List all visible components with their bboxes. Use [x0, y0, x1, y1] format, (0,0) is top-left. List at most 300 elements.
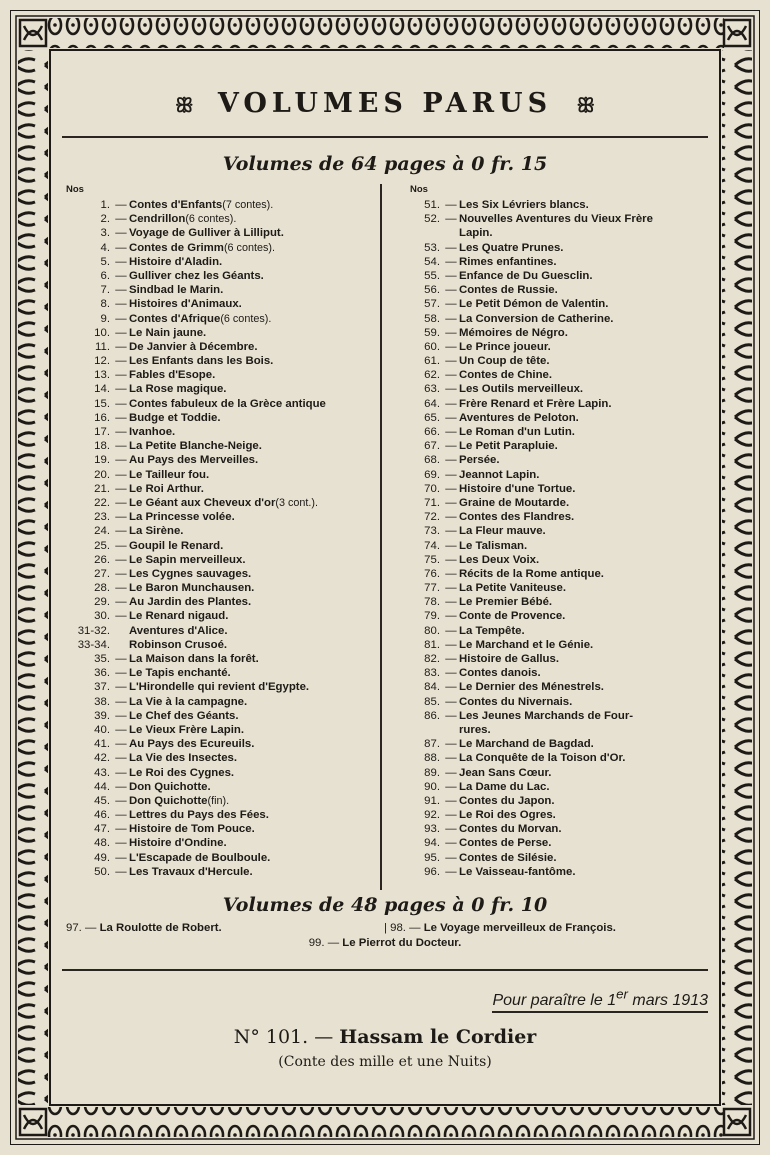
list-item: 47. — Histoire de Tom Pouce. — [62, 822, 378, 836]
volume-number: 45. — [94, 794, 110, 807]
volume-number: 98. — [390, 922, 406, 934]
volume-title: La Fleur mauve. — [459, 525, 546, 538]
volume-number: 48. — [94, 837, 110, 850]
list-item: 14. — La Rose magique. — [62, 382, 378, 396]
volume-number: 42. — [94, 752, 110, 765]
volume-title: La Dame du Lac. — [459, 780, 550, 793]
volume-title: Le Roi des Ogres. — [459, 809, 556, 822]
list-item: 49. — L'Escapade de Boulboule. — [62, 851, 378, 865]
volume-number: 90. — [424, 780, 440, 793]
volume-number: 55. — [424, 269, 440, 282]
volume-title: Les Quatre Prunes. — [459, 241, 564, 254]
volume-title: Goupil le Renard. — [129, 539, 224, 552]
list-item: 41. — Au Pays des Ecureuils. — [62, 737, 378, 751]
list-item: 77. — La Petite Vaniteuse. — [392, 581, 708, 595]
list-item: 2. — Cendrillon (6 contes). — [62, 212, 378, 226]
list-item: 81. — Le Marchand et le Génie. — [392, 638, 708, 652]
list-item: 87. — Le Marchand de Bagdad. — [392, 737, 708, 751]
list-item: 57. — Le Petit Démon de Valentin. — [392, 297, 708, 311]
list-item: 50. — Les Travaux d'Hercule. — [62, 865, 378, 879]
volume-title: Budge et Toddie. — [129, 411, 221, 424]
volume-title: Les Six Lévriers blancs. — [459, 199, 589, 211]
list-item: 75. — Les Deux Voix. — [392, 553, 708, 567]
list-item: 62. — Contes de Chine. — [392, 368, 708, 382]
volume-number: 30. — [94, 610, 110, 623]
volume-number: 59. — [424, 326, 440, 339]
announcement-date: mars 1913 — [628, 992, 708, 1013]
volume-title: Les Travaux d'Hercule. — [129, 865, 253, 878]
list-item: 15. — Contes fabuleux de la Grèce antique — [62, 397, 378, 411]
volume-title: Le Roi Arthur. — [129, 482, 204, 495]
volume-title: Aventures d'Alice. — [129, 624, 228, 637]
volume-number: 29. — [94, 596, 110, 609]
volume-title: L'Escapade de Boulboule. — [129, 851, 271, 864]
list-item: 79. — Conte de Provence. — [392, 609, 708, 623]
volume-title: Contes de Grimm — [129, 241, 224, 254]
volume-number: 94. — [424, 837, 440, 850]
list-item: 25. — Goupil le Renard. — [62, 539, 378, 553]
volume-title: Un Coup de tête. — [459, 355, 550, 368]
list-item: 90. — La Dame du Lac. — [392, 780, 708, 794]
volume-title: Fables d'Esope. — [129, 369, 216, 382]
list-item: 18. — La Petite Blanche-Neige. — [62, 439, 378, 453]
volume-number: 81. — [424, 638, 440, 651]
volume-title: Jeannot Lapin. — [459, 468, 540, 481]
volume-title: Le Pierrot du Docteur. — [342, 937, 462, 949]
list-item: 59. — Mémoires de Négro. — [392, 326, 708, 340]
volume-list — [62, 182, 708, 879]
list-item: 36. — Le Tapis enchanté. — [62, 666, 378, 680]
volume-number: 4. — [100, 241, 110, 254]
volume-title: La Vie des Insectes. — [129, 752, 238, 765]
list-item: 23. — La Princesse volée. — [62, 510, 378, 524]
volume-title: L'Hirondelle qui revient d'Egypte. — [129, 681, 310, 694]
volume-number: 61. — [424, 355, 440, 368]
volume-number: 26. — [94, 553, 110, 566]
list-item: 83. — Contes danois. — [392, 666, 708, 680]
volume-note: (3 cont.). — [275, 496, 319, 509]
volume-title: Enfance de Du Guesclin. — [459, 269, 593, 282]
volume-title: Le Talisman. — [459, 539, 528, 552]
volume-title: Jean Sans Cœur. — [459, 766, 552, 779]
divider-rule — [62, 969, 708, 971]
volume-title: La Petite Blanche-Neige. — [129, 440, 262, 453]
ornament-right-icon: ꕥ — [576, 93, 596, 117]
list-item: 76. — Récits de la Rome antique. — [392, 567, 708, 581]
volume-title: La Conquête de la Toison d'Or. — [459, 752, 626, 765]
list-item: 73. — La Fleur mauve. — [392, 524, 708, 538]
volume-number: 93. — [424, 823, 440, 836]
volume-title: Le Renard nigaud. — [129, 610, 229, 623]
volume-title: Sindbad le Marin. — [129, 284, 224, 297]
volume-title: Le Prince joueur. — [459, 340, 551, 353]
announcement-text: Pour paraître le 1 — [492, 992, 616, 1013]
list-item: 45. — Don Quichotte (fin). — [62, 794, 378, 808]
list-item: 56. — Contes de Russie. — [392, 283, 708, 297]
volume-number: 17. — [94, 426, 110, 438]
list-item: 96. — Le Vaisseau-fantôme. — [392, 865, 708, 879]
volume-title: Don Quichotte — [129, 794, 208, 807]
volume-title: Aventures de Peloton. — [459, 411, 579, 424]
volume-number: 57. — [424, 298, 440, 311]
list-item: 85. — Contes du Nivernais. — [392, 695, 708, 709]
volume-number: 53. — [424, 241, 440, 254]
list-item — [62, 638, 378, 652]
volume-number: 46. — [94, 809, 110, 822]
volume-number: 79. — [424, 610, 440, 623]
volume-title: Conte de Provence. — [459, 610, 566, 623]
volume-number: 77. — [424, 582, 440, 595]
volume-title: Histoires d'Animaux. — [129, 298, 242, 311]
volume-title: Le Roman d'un Lutin. — [459, 426, 575, 438]
volume-number: 39. — [94, 709, 110, 722]
list-item: 1. — Contes d'Enfants (7 contes). — [62, 198, 378, 212]
volume-title: Nouvelles Aventures du Vieux Frère — [459, 213, 653, 226]
volume-number: 24. — [94, 525, 110, 538]
next-volume: N° 101. — Hassam le Cordier — [233, 1026, 537, 1048]
numbers-label: Nos — [410, 184, 428, 195]
volume-title: Récits de la Rome antique. — [459, 567, 604, 580]
volume-title: Voyage de Gulliver à Lilliput. — [129, 227, 284, 240]
volume-title: Ivanhoe. — [129, 426, 176, 438]
list-item: 70. — Histoire d'une Tortue. — [392, 482, 708, 496]
volume-number: 50. — [94, 865, 110, 878]
volume-title: Le Vieux Frère Lapin. — [129, 723, 245, 736]
volume-title: Contes d'Afrique — [129, 312, 221, 325]
volume-number: 11. — [95, 340, 110, 353]
list-item: 46. — Lettres du Pays des Fées. — [62, 808, 378, 822]
volume-number: 89. — [424, 766, 440, 779]
volume-title: Lapin. — [459, 227, 493, 240]
volume-number: 33-34. — [77, 638, 110, 651]
announcement — [62, 983, 708, 1010]
volume-number: 44. — [94, 780, 110, 793]
volume-title: Le Marchand de Bagdad. — [459, 738, 594, 751]
volume-number: 92. — [424, 809, 440, 822]
volume-number: 73. — [424, 525, 440, 538]
volume-number: 60. — [424, 340, 440, 353]
list-item: 69. — Jeannot Lapin. — [392, 468, 708, 482]
list-item: 72. — Contes des Flandres. — [392, 510, 708, 524]
list-item: 64. — Frère Renard et Frère Lapin. — [392, 397, 708, 411]
volume-column-left — [62, 182, 378, 879]
list-item: 53. — Les Quatre Prunes. — [392, 241, 708, 255]
volume-title: Les Deux Voix. — [459, 553, 540, 566]
volume-number: 64. — [424, 397, 440, 410]
list-item: 65. — Aventures de Peloton. — [392, 411, 708, 425]
volume-title: Le Dernier des Ménestrels. — [459, 681, 604, 694]
list-item: 39. — Le Chef des Géants. — [62, 709, 378, 723]
list-item: 35. — La Maison dans la forêt. — [62, 652, 378, 666]
list-item: 99. — Le Pierrot du Docteur. — [308, 937, 462, 949]
list-item: 22. — Le Géant aux Cheveux d'or (3 cont.). — [62, 496, 378, 510]
volume-title: La Princesse volée. — [129, 511, 235, 524]
volume-note: (6 contes). — [185, 213, 237, 226]
volume-number: 52. — [424, 213, 440, 226]
divider-rule — [62, 136, 708, 138]
volume-number: 41. — [94, 738, 110, 751]
volume-title: Au Pays des Ecureuils. — [129, 738, 255, 751]
list-item: 60. — Le Prince joueur. — [392, 340, 708, 354]
list-item: 30. — Le Renard nigaud. — [62, 609, 378, 623]
volume-number: 85. — [424, 695, 440, 708]
list-item: 71. — Graine de Moutarde. — [392, 496, 708, 510]
list-item: 86. — Les Jeunes Marchands de Four- — [392, 709, 708, 723]
list-item: 68. — Persée. — [392, 453, 708, 467]
volume-number: 95. — [424, 851, 440, 864]
volume-title: La Rose magique. — [129, 383, 227, 396]
volume-title: La Vie à la campagne. — [129, 695, 248, 708]
volume-number: 40. — [94, 723, 110, 736]
volume-number: 7. — [100, 284, 110, 297]
volume-number: 62. — [424, 369, 440, 382]
next-volume-title: Hassam le Cordier — [339, 1026, 537, 1048]
volume-title: Le Nain jaune. — [129, 326, 207, 339]
section-48-title: Volumes de 48 pages à 0 fr. 10 — [222, 894, 548, 916]
volume-note: (7 contes). — [222, 199, 274, 211]
list-item: 29. — Au Jardin des Plantes. — [62, 595, 378, 609]
numbers-label: Nos — [66, 184, 84, 195]
list-item: 21. — Le Roi Arthur. — [62, 482, 378, 496]
volume-number: 83. — [424, 667, 440, 680]
section-48-list — [62, 921, 708, 951]
volume-title: Rimes enfantines. — [459, 255, 557, 268]
volume-title: La Tempête. — [459, 624, 525, 637]
volume-title: Persée. — [459, 454, 500, 467]
volume-note: (6 contes). — [220, 312, 272, 325]
volume-number: 19. — [94, 454, 110, 467]
volume-title: Histoire d'une Tortue. — [459, 482, 576, 495]
volume-title: Graine de Moutarde. — [459, 496, 570, 509]
volume-note: (fin). — [207, 794, 230, 807]
volume-title: Le Premier Bébé. — [459, 596, 553, 609]
list-item: 24. — La Sirène. — [62, 524, 378, 538]
list-item: 63. — Les Outils merveilleux. — [392, 382, 708, 396]
volume-number: 88. — [424, 752, 440, 765]
volume-title: Au Jardin des Plantes. — [129, 596, 252, 609]
volume-title: Le Petit Parapluie. — [459, 440, 558, 453]
volume-number: 78. — [424, 596, 440, 609]
volume-title: Contes des Flandres. — [459, 511, 575, 524]
volume-number: 97. — [66, 922, 82, 934]
volume-number: 21. — [94, 482, 110, 495]
list-item: 80. — La Tempête. — [392, 624, 708, 638]
volume-title: Le Vaisseau-fantôme. — [459, 865, 576, 878]
volume-title: La Roulotte de Robert. — [99, 922, 222, 934]
list-item: 44. — Don Quichotte. — [62, 780, 378, 794]
volume-number: 51. — [424, 199, 440, 211]
volume-title: Histoire d'Aladin. — [129, 255, 223, 268]
volume-number: 13. — [94, 369, 110, 382]
volume-column-right — [378, 182, 708, 879]
list-item: 48. — Histoire d'Ondine. — [62, 836, 378, 850]
volume-note: (6 contes). — [223, 241, 275, 254]
volume-title: Le Baron Munchausen. — [129, 582, 255, 595]
volume-number: 10. — [94, 326, 110, 339]
volume-number: 76. — [424, 567, 440, 580]
volume-title: Au Pays des Merveilles. — [129, 454, 259, 467]
volume-title: La Maison dans la forêt. — [129, 653, 259, 665]
volume-title: Contes fabuleux de la Grèce antique — [129, 397, 326, 410]
volume-number: 47. — [94, 823, 110, 836]
volume-number: 15. — [94, 397, 110, 410]
list-item: 84. — Le Dernier des Ménestrels. — [392, 680, 708, 694]
list-item: 52. — Nouvelles Aventures du Vieux Frère — [392, 212, 708, 226]
volume-title: Le Sapin merveilleux. — [129, 553, 246, 566]
list-item: 43. — Le Roi des Cygnes. — [62, 766, 378, 780]
volume-title: Le Chef des Géants. — [129, 709, 239, 722]
volume-number: 6. — [100, 269, 110, 282]
list-item: 38. — La Vie à la campagne. — [62, 695, 378, 709]
volume-number: 31-32. — [77, 624, 110, 637]
volume-number: 96. — [424, 865, 440, 878]
volume-number: 23. — [94, 511, 110, 524]
volume-title: Contes danois. — [459, 667, 541, 680]
volume-title: Gulliver chez les Géants. — [129, 269, 264, 282]
volume-number: 72. — [424, 511, 440, 524]
list-item: 19. — Au Pays des Merveilles. — [62, 453, 378, 467]
volume-number: 84. — [424, 681, 440, 694]
list-item: 67. — Le Petit Parapluie. — [392, 439, 708, 453]
ornament-left-icon: ꕥ — [174, 93, 194, 117]
volume-number: 99. — [308, 937, 325, 949]
volume-number: 65. — [424, 411, 440, 424]
list-item: 6. — Gulliver chez les Géants. — [62, 269, 378, 283]
list-item: 7. — Sindbad le Marin. — [62, 283, 378, 297]
list-item: 8. — Histoires d'Animaux. — [62, 297, 378, 311]
volume-number: 35. — [94, 653, 110, 665]
volume-title: Contes d'Enfants — [129, 199, 223, 211]
volume-title: Histoire de Tom Pouce. — [129, 823, 255, 836]
volume-title: Les Jeunes Marchands de Four- — [459, 709, 634, 722]
volume-title: Cendrillon — [129, 213, 186, 226]
volume-title: Lettres du Pays des Fées. — [129, 809, 269, 822]
volume-number: 69. — [424, 468, 440, 481]
list-item: 5. — Histoire d'Aladin. — [62, 255, 378, 269]
volume-number: 70. — [424, 482, 440, 495]
list-item: 9. — Contes d'Afrique (6 contes). — [62, 312, 378, 326]
volume-number: 49. — [94, 851, 110, 864]
list-item: 95. — Contes de Silésie. — [392, 851, 708, 865]
volume-title: Le Géant aux Cheveux d'or — [129, 496, 276, 509]
list-item: 93. — Contes du Morvan. — [392, 822, 708, 836]
volume-number: 16. — [94, 411, 110, 424]
list-item: 11. — De Janvier à Décembre. — [62, 340, 378, 354]
volume-title: Le Voyage merveilleux de François. — [423, 922, 616, 934]
list-item: 27. — Les Cygnes sauvages. — [62, 567, 378, 581]
volume-title: De Janvier à Décembre. — [129, 340, 258, 353]
list-item: 78. — Le Premier Bébé. — [392, 595, 708, 609]
list-item: 58. — La Conversion de Catherine. — [392, 312, 708, 326]
volume-number: 82. — [424, 653, 440, 665]
list-item: 55. — Enfance de Du Guesclin. — [392, 269, 708, 283]
list-item: 26. — Le Sapin merveilleux. — [62, 553, 378, 567]
list-item: 92. — Le Roi des Ogres. — [392, 808, 708, 822]
list-item: 20. — Le Tailleur fou. — [62, 468, 378, 482]
volume-number: 14. — [94, 383, 110, 396]
list-item — [392, 723, 708, 737]
volume-title: Contes de Russie. — [459, 284, 558, 297]
volume-number: 54. — [424, 255, 440, 268]
list-item: 28. — Le Baron Munchausen. — [62, 581, 378, 595]
list-item: 54. — Rimes enfantines. — [392, 255, 708, 269]
volume-title: Le Roi des Cygnes. — [129, 766, 235, 779]
list-item: 94. — Contes de Perse. — [392, 836, 708, 850]
volume-number: 5. — [100, 255, 110, 268]
volume-number: 2. — [100, 213, 110, 226]
list-item: 89. — Jean Sans Cœur. — [392, 766, 708, 780]
list-item: | 98. — Le Voyage merveilleux de François. — [384, 922, 616, 934]
volume-number: 71. — [424, 496, 440, 509]
volume-title: Contes de Silésie. — [459, 851, 557, 864]
list-item: 66. — Le Roman d'un Lutin. — [392, 425, 708, 439]
next-volume-number: N° 101. — [233, 1026, 309, 1048]
volume-title: La Conversion de Catherine. — [459, 312, 614, 325]
volume-title: Histoire d'Ondine. — [129, 837, 227, 850]
volume-title: Contes du Morvan. — [459, 823, 562, 836]
volume-title: La Sirène. — [129, 525, 184, 538]
volume-title: Contes du Nivernais. — [459, 695, 573, 708]
announcement-sup: er — [616, 987, 628, 1002]
volume-title: La Petite Vaniteuse. — [459, 582, 566, 595]
list-item: 3. — Voyage de Gulliver à Lilliput. — [62, 226, 378, 240]
volume-number: 8. — [100, 298, 110, 311]
volume-number: 37. — [94, 681, 110, 694]
volume-number: 58. — [424, 312, 440, 325]
list-item: 51. — Les Six Lévriers blancs. — [392, 198, 708, 212]
list-item: 10. — Le Nain jaune. — [62, 326, 378, 340]
volume-number: 28. — [94, 582, 110, 595]
list-item: 42. — La Vie des Insectes. — [62, 751, 378, 765]
volume-title: Les Cygnes sauvages. — [129, 567, 252, 580]
volume-title: Les Enfants dans les Bois. — [129, 355, 274, 368]
volume-number: 36. — [94, 667, 110, 680]
volume-title: Contes du Japon. — [459, 794, 555, 807]
list-item: 17. — Ivanhoe. — [62, 425, 378, 439]
next-volume-subtitle: (Conte des mille et une Nuits) — [278, 1054, 492, 1070]
volume-title: Contes de Perse. — [459, 837, 552, 850]
column-divider — [380, 184, 382, 890]
list-item: 12. — Les Enfants dans les Bois. — [62, 354, 378, 368]
list-item: 61. — Un Coup de tête. — [392, 354, 708, 368]
volume-title: Don Quichotte. — [129, 780, 211, 793]
volume-number: 3. — [100, 227, 110, 240]
volume-number: 74. — [424, 539, 440, 552]
volume-title: Le Tapis enchanté. — [129, 667, 231, 680]
list-item: 82. — Histoire de Gallus. — [392, 652, 708, 666]
volume-title: Contes de Chine. — [459, 369, 553, 382]
list-item: 91. — Contes du Japon. — [392, 794, 708, 808]
list-item: 88. — La Conquête de la Toison d'Or. — [392, 751, 708, 765]
volume-number: 38. — [94, 695, 110, 708]
volume-number: 80. — [424, 624, 440, 637]
volume-title: Le Petit Démon de Valentin. — [459, 298, 609, 311]
volume-number: 43. — [94, 766, 110, 779]
volume-title: Mémoires de Négro. — [459, 326, 568, 339]
list-item: 40. — Le Vieux Frère Lapin. — [62, 723, 378, 737]
volume-title: Frère Renard et Frère Lapin. — [459, 397, 612, 410]
list-item: 13. — Fables d'Esope. — [62, 368, 378, 382]
volume-number: 67. — [424, 440, 440, 453]
volume-number: 1. — [100, 199, 110, 211]
volume-number: 86. — [424, 709, 440, 722]
volume-number: 18. — [94, 440, 110, 453]
list-item — [62, 624, 378, 638]
catalog-content — [62, 70, 708, 1100]
page-title — [62, 84, 708, 124]
volume-number: 63. — [424, 383, 440, 396]
volume-number: 27. — [94, 567, 110, 580]
